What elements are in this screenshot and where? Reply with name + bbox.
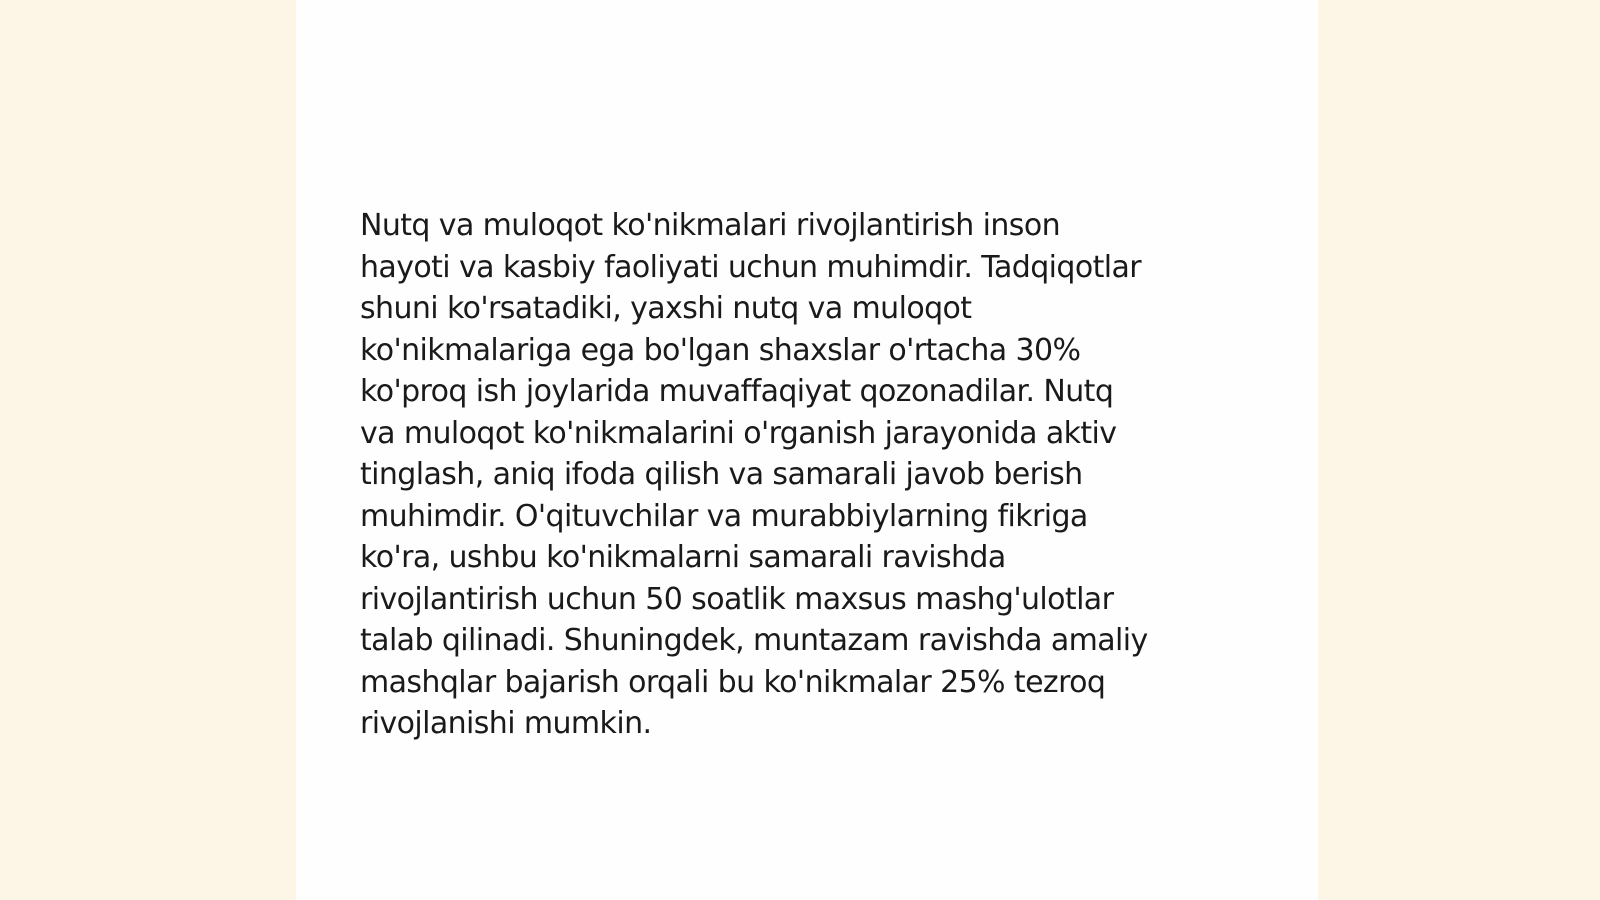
paragraph-line: ko'proq ish joylarida muvaffaqiyat qozonadilar. Nutq — [360, 374, 1114, 409]
paragraph-line: hayoti va kasbiy faoliyati uchun muhimdir. Tadqiqotlar — [360, 249, 1141, 285]
paragraph-line: muhimdir. O'qituvchilar va murabbiylarning fikriga — [360, 498, 1088, 534]
paragraph-line: tinglash, aniq ifoda qilish va samarali javob berish — [360, 457, 1083, 492]
paragraph-line: mashqlar bajarish orqali bu ko'nikmalar 25% tezroq — [360, 664, 1106, 700]
left-margin — [0, 0, 296, 900]
paragraph-line: rivojlanishi mumkin. — [360, 706, 652, 741]
paragraph-line: Nutq va muloqot ko'nikmalari rivojlantirish inson — [360, 208, 1060, 243]
paragraph-line: va muloqot ko'nikmalarini o'rganish jarayonida aktiv — [360, 415, 1117, 451]
paragraph-line: ko'nikmalariga ega bo'lgan shaxslar o'rtacha 30% — [360, 332, 1081, 368]
paragraph-line: ko'ra, ushbu ko'nikmalarni samarali ravishda — [360, 540, 1006, 575]
document-page — [296, 0, 1318, 900]
paragraph-line: shuni ko'rsatadiki, yaxshi nutq va muloqot — [360, 291, 972, 326]
body-paragraph — [360, 205, 1260, 745]
paragraph-line: talab qilinadi. Shuningdek, muntazam ravishda amaliy — [360, 623, 1148, 658]
right-margin — [1318, 0, 1600, 900]
paragraph-line: rivojlantirish uchun 50 soatlik maxsus mashg'ulotlar — [360, 581, 1114, 617]
